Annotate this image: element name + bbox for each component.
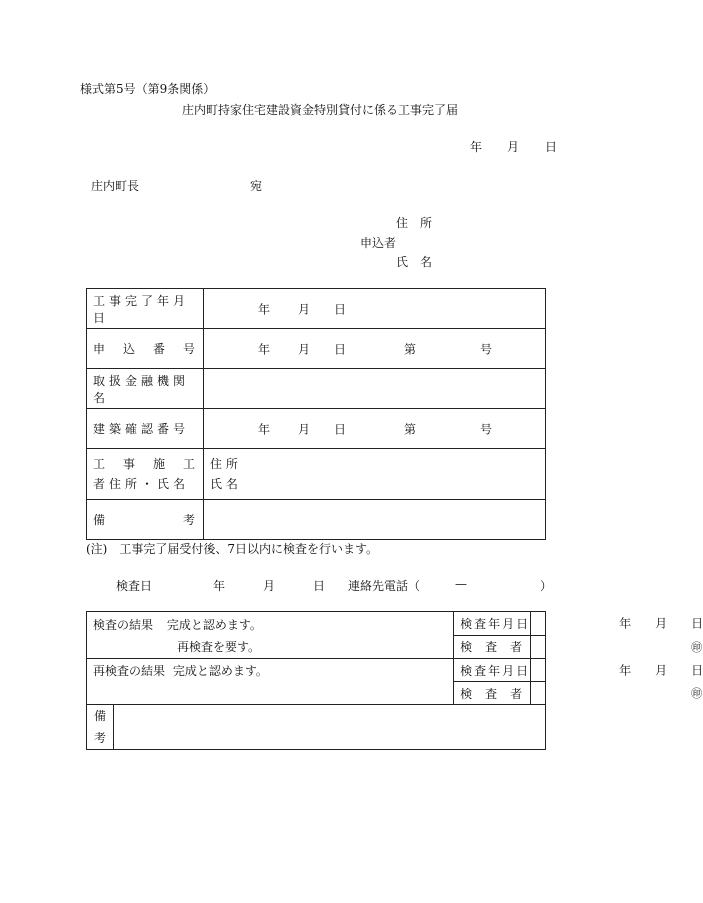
application-no-label <box>87 329 204 369</box>
confirm-month: 月 <box>298 422 311 436</box>
row-completion-date <box>87 289 546 329</box>
contractor-name-label: 氏 名 <box>210 477 238 491</box>
insp1-day: 日 <box>691 616 703 631</box>
building-confirm-value[interactable] <box>204 409 546 449</box>
inspection-date-label: 検査日 <box>116 579 153 593</box>
remarks-label <box>87 500 204 540</box>
inspection-date-label-1: 検査年月日 <box>454 612 531 636</box>
inspection-date-value-2[interactable] <box>531 659 703 682</box>
inspection-remarks-label <box>87 705 114 750</box>
reinspection-result-cell[interactable] <box>87 659 454 705</box>
application-no-char-4: 号 <box>182 342 195 356</box>
remarks-value[interactable] <box>204 500 546 540</box>
inspection-result-cell[interactable] <box>87 612 454 659</box>
honorific: 宛 <box>250 179 263 193</box>
application-year: 年 <box>258 342 271 356</box>
inspection-row-remarks <box>87 705 546 750</box>
insp2-month: 月 <box>655 663 668 678</box>
inspection-day: 日 <box>313 579 326 593</box>
contractor-char-2: 事 <box>122 457 135 471</box>
inspector-value-1[interactable] <box>531 635 703 659</box>
inspector-label-1 <box>454 635 531 659</box>
row-application-no <box>87 329 546 369</box>
inspector1-char-1: 検 <box>460 640 473 655</box>
phone-close-paren: ） <box>540 579 553 593</box>
completion-table <box>86 288 546 540</box>
inspection-remarks-char-1: 備 <box>93 709 106 723</box>
inspection-month: 月 <box>263 579 276 593</box>
contractor-char-4: 工 <box>182 457 195 471</box>
application-day: 日 <box>334 342 347 356</box>
form-number: 様式第5号（第9条関係） <box>80 82 216 96</box>
contractor-label <box>87 449 204 500</box>
contractor-address-label: 住 所 <box>210 457 238 471</box>
bank-label: 取扱金融機関名 <box>87 369 204 409</box>
application-no-char-2: 込 <box>122 342 135 356</box>
seal-mark-2: ㊞ <box>691 687 703 700</box>
insp1-year: 年 <box>619 616 632 631</box>
seal-mark-1: ㊞ <box>691 640 703 654</box>
completion-date-value[interactable] <box>204 289 546 329</box>
row-building-confirm <box>87 409 546 449</box>
inspector2-char-2: 査 <box>485 686 498 701</box>
reinspect-result-label: 再検査の結果 <box>93 664 166 678</box>
confirm-number-suffix: 号 <box>480 422 493 436</box>
building-confirm-label: 建築確認番号 <box>87 409 204 449</box>
header-year: 年 <box>470 140 483 154</box>
contractor-value[interactable] <box>204 449 546 500</box>
inspector2-char-3: 者 <box>510 686 523 701</box>
bank-value[interactable] <box>204 369 546 409</box>
note: (注) 工事完了届受付後、7日以内に検査を行います。 <box>86 542 379 556</box>
contact-phone-label: 連絡先電話（ <box>348 579 421 593</box>
insp2-day: 日 <box>691 663 703 678</box>
reinspect-required-option: 再検査を要す。 <box>177 640 261 654</box>
row-contractor <box>87 449 546 500</box>
inspector1-char-3: 者 <box>510 640 523 655</box>
remarks-char-1: 備 <box>93 513 106 527</box>
completion-date-label: 工事完了年月日 <box>87 289 204 329</box>
inspection-complete-option: 完成と認めます。 <box>166 618 262 632</box>
inspection-date-label-2: 検査年月日 <box>454 659 531 682</box>
application-number-prefix: 第 <box>404 342 417 356</box>
application-no-value[interactable] <box>204 329 546 369</box>
header-day: 日 <box>545 140 558 154</box>
header-month: 月 <box>507 140 520 154</box>
contractor-char-3: 施 <box>152 457 165 471</box>
inspector-value-2[interactable] <box>531 682 703 705</box>
inspector-label-2 <box>454 682 531 705</box>
reinspect-complete-option: 完成と認めます。 <box>172 664 268 678</box>
phone-dash: — <box>455 577 467 591</box>
application-no-char-3: 番 <box>152 342 165 356</box>
inspection-row-1 <box>87 612 546 636</box>
confirm-year: 年 <box>258 422 271 436</box>
insp2-year: 年 <box>619 663 632 678</box>
inspection-remarks-value[interactable] <box>114 705 546 750</box>
addressee: 庄内町長 <box>91 179 140 193</box>
inspection-result-label: 検査の結果 <box>93 618 154 632</box>
remarks-char-2: 考 <box>182 513 195 527</box>
confirm-day: 日 <box>334 422 347 436</box>
completion-day: 日 <box>334 302 347 316</box>
inspection-table <box>86 611 703 750</box>
inspection-row-3 <box>87 659 546 682</box>
application-number-suffix: 号 <box>480 342 493 356</box>
applicant-address-label: 住 所 <box>396 216 433 230</box>
inspection-remarks-char-2: 考 <box>93 731 106 745</box>
confirm-number-prefix: 第 <box>404 422 417 436</box>
application-month: 月 <box>298 342 311 356</box>
row-remarks <box>87 500 546 540</box>
inspection-year: 年 <box>213 579 226 593</box>
applicant-name-label: 氏 名 <box>396 255 433 269</box>
completion-year: 年 <box>258 302 271 316</box>
row-bank <box>87 369 546 409</box>
contractor-char-1: 工 <box>93 457 106 471</box>
inspector2-char-1: 検 <box>460 686 473 701</box>
inspection-date-value-1[interactable] <box>531 612 703 636</box>
inspector1-char-2: 査 <box>485 640 498 655</box>
insp1-month: 月 <box>655 616 668 631</box>
applicant-role-label: 申込者 <box>360 236 397 250</box>
completion-month: 月 <box>298 302 311 316</box>
application-no-char-1: 申 <box>93 342 106 356</box>
contractor-label-line2: 者住所・氏名 <box>93 477 190 491</box>
document-title: 庄内町持家住宅建設資金特別貸付に係る工事完了届 <box>182 103 459 117</box>
